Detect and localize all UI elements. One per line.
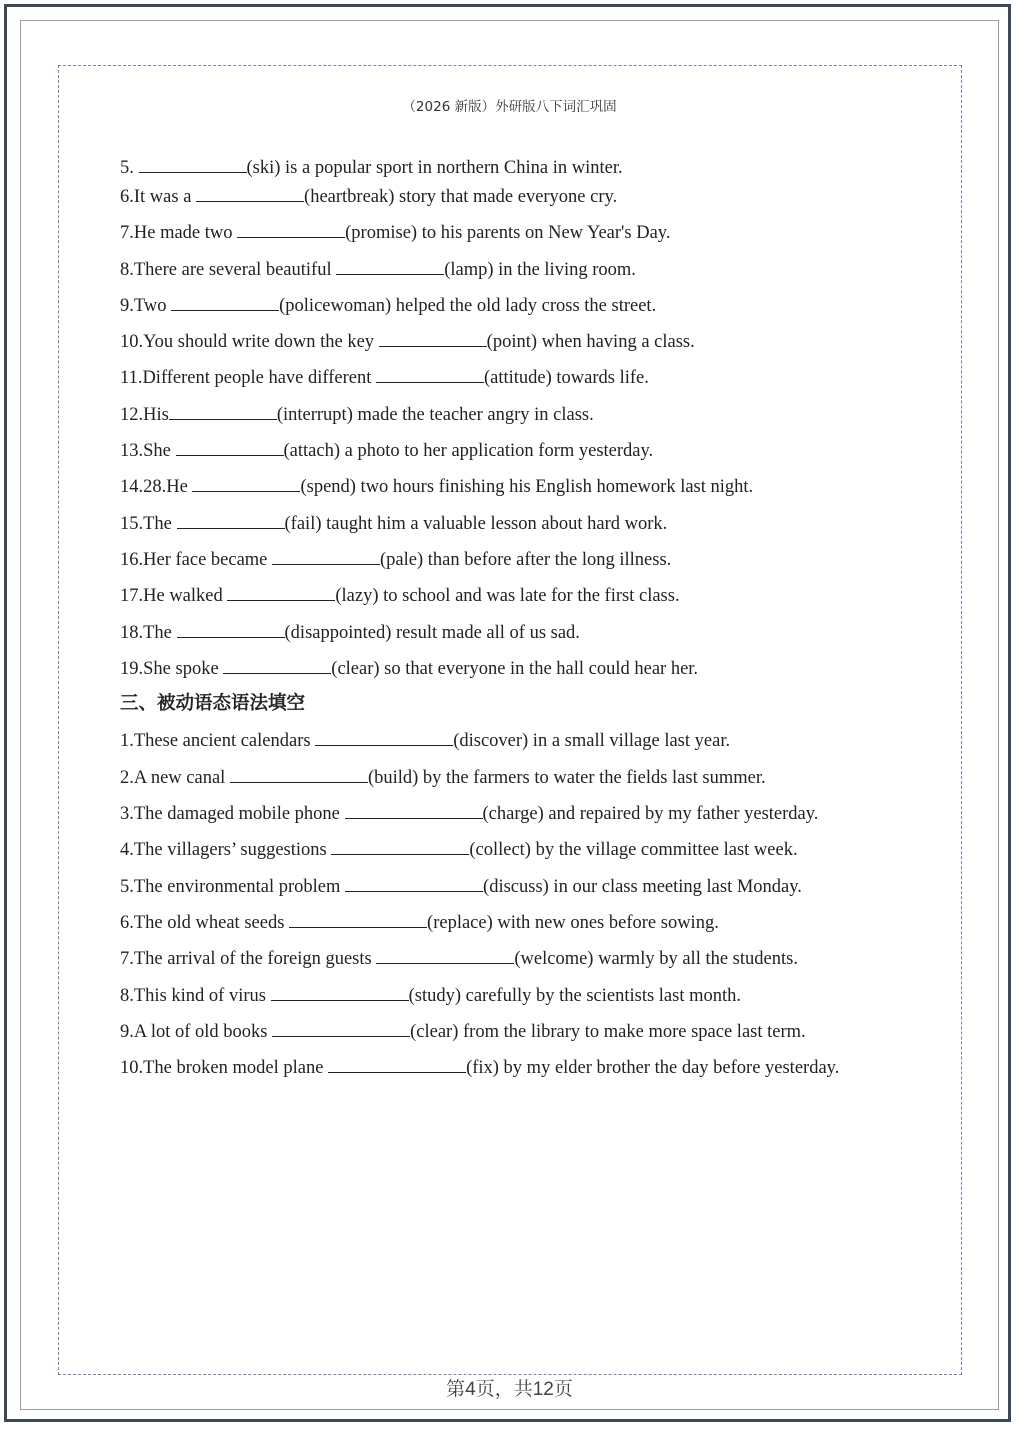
question-hint: (spend) two hours finishing his English homework last night. xyxy=(300,477,754,498)
question-hint: (discuss) in our class meeting last Monday. xyxy=(483,876,802,897)
question-hint: (discover) in a small village last year. xyxy=(453,731,731,752)
question-line xyxy=(120,326,920,362)
question-hint: (pale) than before after the long illness. xyxy=(380,549,672,570)
question-line xyxy=(120,181,920,217)
question-line xyxy=(120,399,920,435)
answer-blank[interactable] xyxy=(328,1052,466,1073)
answer-blank[interactable] xyxy=(289,907,427,928)
question-text: 10.You should write down the key xyxy=(120,332,379,353)
answer-blank[interactable] xyxy=(192,471,300,492)
question-line xyxy=(120,435,920,471)
question-text: 6.The old wheat seeds xyxy=(120,912,290,933)
answer-blank[interactable] xyxy=(345,798,483,819)
question-hint: (lazy) to school and was late for the first class. xyxy=(335,586,680,607)
question-line xyxy=(120,508,920,544)
answer-blank[interactable] xyxy=(196,181,304,202)
question-hint: (replace) with new ones before sowing. xyxy=(427,912,719,933)
answer-blank[interactable] xyxy=(176,435,284,456)
question-text: 4.The villagers’ suggestions xyxy=(120,840,332,861)
question-hint: (study) carefully by the scientists last month. xyxy=(408,985,741,1006)
answer-blank[interactable] xyxy=(227,580,335,601)
question-text: 2.A new canal xyxy=(120,767,230,788)
question-hint: (ski) is a popular sport in northern China in winter. xyxy=(246,158,623,178)
question-hint: (collect) by the village committee last week. xyxy=(469,840,798,861)
question-text: 13.She xyxy=(120,441,176,462)
question-text: 11.Different people have different xyxy=(120,368,376,389)
question-hint: (interrupt) made the teacher angry in class. xyxy=(276,404,594,425)
document-header: （2026 新版）外研版八下词汇巩固 xyxy=(402,99,617,115)
question-line xyxy=(120,217,920,253)
question-text: 14.28.He xyxy=(120,477,193,498)
question-line xyxy=(120,653,920,689)
question-hint: (policewoman) helped the old lady cross the street. xyxy=(279,295,657,316)
question-hint: (attitude) towards life. xyxy=(483,368,649,389)
question-hint: (point) when having a class. xyxy=(486,332,695,353)
answer-blank[interactable] xyxy=(177,617,285,638)
answer-blank[interactable] xyxy=(169,399,277,420)
question-hint: (fail) taught him a valuable lesson about hard work. xyxy=(284,513,668,534)
answer-blank[interactable] xyxy=(171,290,279,311)
question-line xyxy=(120,907,920,943)
question-line xyxy=(120,1052,920,1088)
question-hint: (clear) from the library to make more space last term. xyxy=(410,1021,806,1042)
answer-blank[interactable] xyxy=(345,871,483,892)
answer-blank[interactable] xyxy=(272,544,380,565)
question-text: 7.He made two xyxy=(120,223,238,244)
question-hint: (charge) and repaired by my father yesterday. xyxy=(482,804,819,825)
question-line xyxy=(120,544,920,580)
question-text: 12.His xyxy=(120,404,169,425)
question-line xyxy=(120,725,920,761)
question-line xyxy=(120,362,920,398)
question-hint: (clear) so that everyone in the hall could hear her. xyxy=(331,658,699,679)
answer-blank[interactable] xyxy=(139,152,247,173)
question-hint: (disappointed) result made all of us sad. xyxy=(284,622,580,643)
answer-blank[interactable] xyxy=(376,943,514,964)
question-text: 19.She spoke xyxy=(120,658,224,679)
answer-blank[interactable] xyxy=(331,834,469,855)
question-hint: (build) by the farmers to water the fields last summer. xyxy=(367,767,766,788)
question-line xyxy=(120,580,920,616)
worksheet-content xyxy=(120,152,920,1088)
question-text: 5. xyxy=(120,158,139,178)
question-text: 5.The environmental problem xyxy=(120,876,346,897)
question-hint: (lamp) in the living room. xyxy=(444,259,636,280)
question-text: 9.A lot of old books xyxy=(120,1021,273,1042)
question-line xyxy=(120,290,920,326)
section-title: 三、被动语态语法填空 xyxy=(120,693,306,715)
question-text: 1.These ancient calendars xyxy=(120,731,316,752)
question-text: 6.It was a xyxy=(120,187,197,207)
question-line xyxy=(120,762,920,798)
question-text: 8.There are several beautiful xyxy=(120,259,337,280)
question-line xyxy=(120,617,920,653)
question-text: 3.The damaged mobile phone xyxy=(120,804,345,825)
answer-blank[interactable] xyxy=(376,362,484,383)
question-text: 8.This kind of virus xyxy=(120,985,271,1006)
question-line xyxy=(120,871,920,907)
question-text: 16.Her face became xyxy=(120,549,273,570)
question-line xyxy=(120,834,920,870)
answer-blank[interactable] xyxy=(230,762,368,783)
question-hint: (heartbreak) story that made everyone cry. xyxy=(304,187,618,207)
answer-blank[interactable] xyxy=(237,217,345,238)
question-line xyxy=(120,980,920,1016)
answer-blank[interactable] xyxy=(223,653,331,674)
question-text: 18.The xyxy=(120,622,177,643)
answer-blank[interactable] xyxy=(315,725,453,746)
question-line xyxy=(120,798,920,834)
answer-blank[interactable] xyxy=(177,508,285,529)
answer-blank[interactable] xyxy=(272,1016,410,1037)
answer-blank[interactable] xyxy=(271,980,409,1001)
question-text: 7.The arrival of the foreign guests xyxy=(120,949,377,970)
question-hint: (fix) by my elder brother the day before yesterday. xyxy=(466,1058,840,1079)
question-line xyxy=(120,254,920,290)
question-text: 10.The broken model plane xyxy=(120,1058,329,1079)
page-number: 第4页，共12页 xyxy=(446,1379,573,1400)
question-text: 9.Two xyxy=(120,295,172,316)
question-hint: (promise) to his parents on New Year's Day. xyxy=(345,223,671,244)
question-line xyxy=(120,1016,920,1052)
question-hint: (attach) a photo to her application form yesterday. xyxy=(283,441,654,462)
question-line xyxy=(120,471,920,507)
question-text: 17.He walked xyxy=(120,586,228,607)
answer-blank[interactable] xyxy=(336,254,444,275)
answer-blank[interactable] xyxy=(379,326,487,347)
question-line xyxy=(120,152,920,181)
question-hint: (welcome) warmly by all the students. xyxy=(514,949,798,970)
question-line xyxy=(120,943,920,979)
question-text: 15.The xyxy=(120,513,177,534)
